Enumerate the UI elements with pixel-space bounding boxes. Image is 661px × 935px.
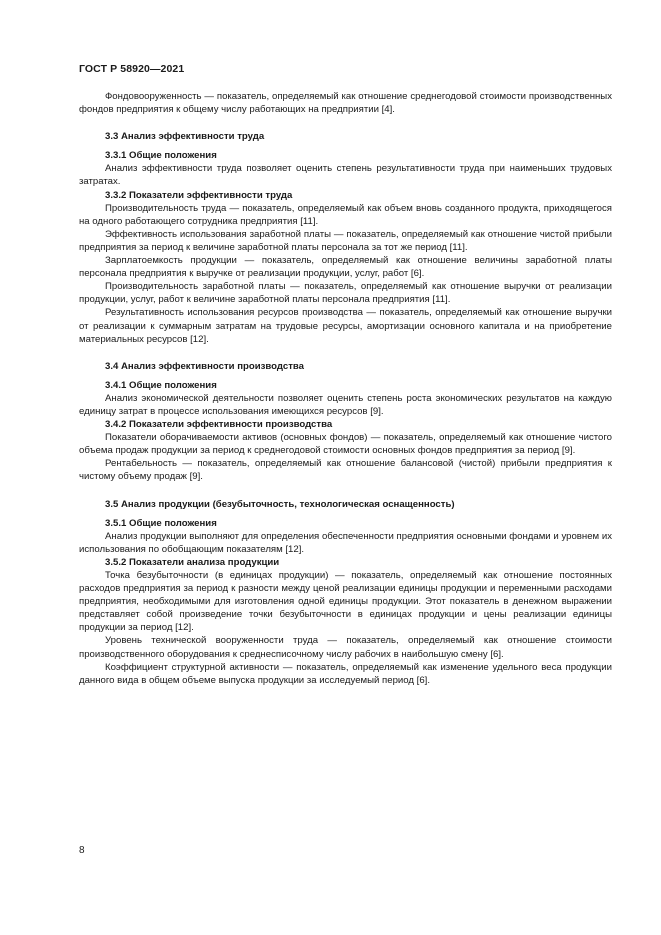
subsection-heading-3-5-1: 3.5.1 Общие положения [105, 517, 217, 529]
document-header: ГОСТ Р 58920—2021 [79, 63, 185, 75]
subsection-heading-3-5-2: 3.5.2 Показатели анализа продукции [105, 556, 280, 568]
section-heading-3-3: 3.3 Анализ эффективности труда [105, 131, 265, 143]
paragraph: Анализ продукции выполняют для определения обеспеченности предприятия основными фондами и уровнем их использования по обобщающим показателям [12]. [79, 530, 612, 555]
document-body [79, 90, 612, 687]
paragraph: Эффективность использования заработной платы — показатель, определяемый как отношение чистой прибыли предприятия за период к величине заработной платы персонала за тот же период [11]. [79, 228, 612, 253]
paragraph: Производительность труда — показатель, определяемый как объем вновь созданного продукта, приходящегося на одного работающего сотрудника предприятия [11]. [79, 202, 612, 227]
subsection-heading-3-4-1: 3.4.1 Общие положения [105, 379, 217, 391]
paragraph: Уровень технической вооруженности труда — показатель, определяемый как отношение стоимости производственного оборудования к среднесписочному числу рабочих в наибольшую смену [6]. [79, 635, 612, 660]
subsection-heading-3-4-2: 3.4.2 Показатели эффективности производства [105, 419, 333, 431]
paragraph-fondovooruzhennost: Фондовооруженность — показатель, определяемый как отношение среднегодовой стоимости производственных фондов предприятия к общему числу работающих на предприятии [4]. [79, 91, 612, 116]
paragraph: Коэффициент структурной активности — показатель, определяемый как изменение удельного веса продукции данного вида в общем объеме выпуска продукции за исследуемый период [6]. [79, 661, 612, 686]
paragraph: Анализ эффективности труда позволяет оценить степень результативности труда при наименьших трудовых затратах. [79, 163, 612, 188]
paragraph: Результативность использования ресурсов производства — показатель, определяемый как отношение выручки от реализации к суммарным затратам на трудовые ресурсы, амортизации основного капитала и на приобретение материальных ресурсов [12]. [79, 307, 612, 345]
page-number: 8 [79, 845, 85, 856]
paragraph: Рентабельность — показатель, определяемый как отношение балансовой (чистой) прибыли предприятия к чистому объему продаж [9]. [79, 458, 612, 483]
paragraph: Точка безубыточности (в единицах продукции) — показатель, определяемый как отношение постоянных расходов предприятия за период к разности между ценой реализации единицы продукции и переменными расходами предприятия, необходимыми для изготовления одной единицы продукции. Этот показатель в денежном выражении представляет собой произведение точки безубыточности в единицах продукции и цены реализации единицы продукции за период [12]. [79, 570, 612, 634]
paragraph: Производительность заработной платы — показатель, определяемый как отношение выручки от реализации продукции, услуг, работ к величине заработной платы персонала предприятия [11]. [79, 281, 612, 306]
subsection-heading-3-3-2: 3.3.2 Показатели эффективности труда [105, 189, 293, 201]
section-heading-3-5: 3.5 Анализ продукции (безубыточность, технологическая оснащенность) [105, 498, 455, 510]
section-heading-3-4: 3.4 Анализ эффективности производства [105, 360, 304, 372]
paragraph: Зарплатоемкость продукции — показатель, определяемый как отношение величины заработной платы персонала предприятия к выручке от реализации продукции, услуг, работ [6]. [79, 255, 612, 280]
subsection-heading-3-3-1: 3.3.1 Общие положения [105, 150, 217, 162]
paragraph: Анализ экономической деятельности позволяет оценить степень роста экономических результатов на каждую единицу затрат в процессе использования имеющихся ресурсов [9]. [79, 392, 612, 417]
paragraph: Показатели оборачиваемости активов (основных фондов) — показатель, определяемый как отношение чистого объема продаж продукции за период к среднегодовой стоимости основных фондов предприятия за период [9]. [79, 432, 612, 457]
